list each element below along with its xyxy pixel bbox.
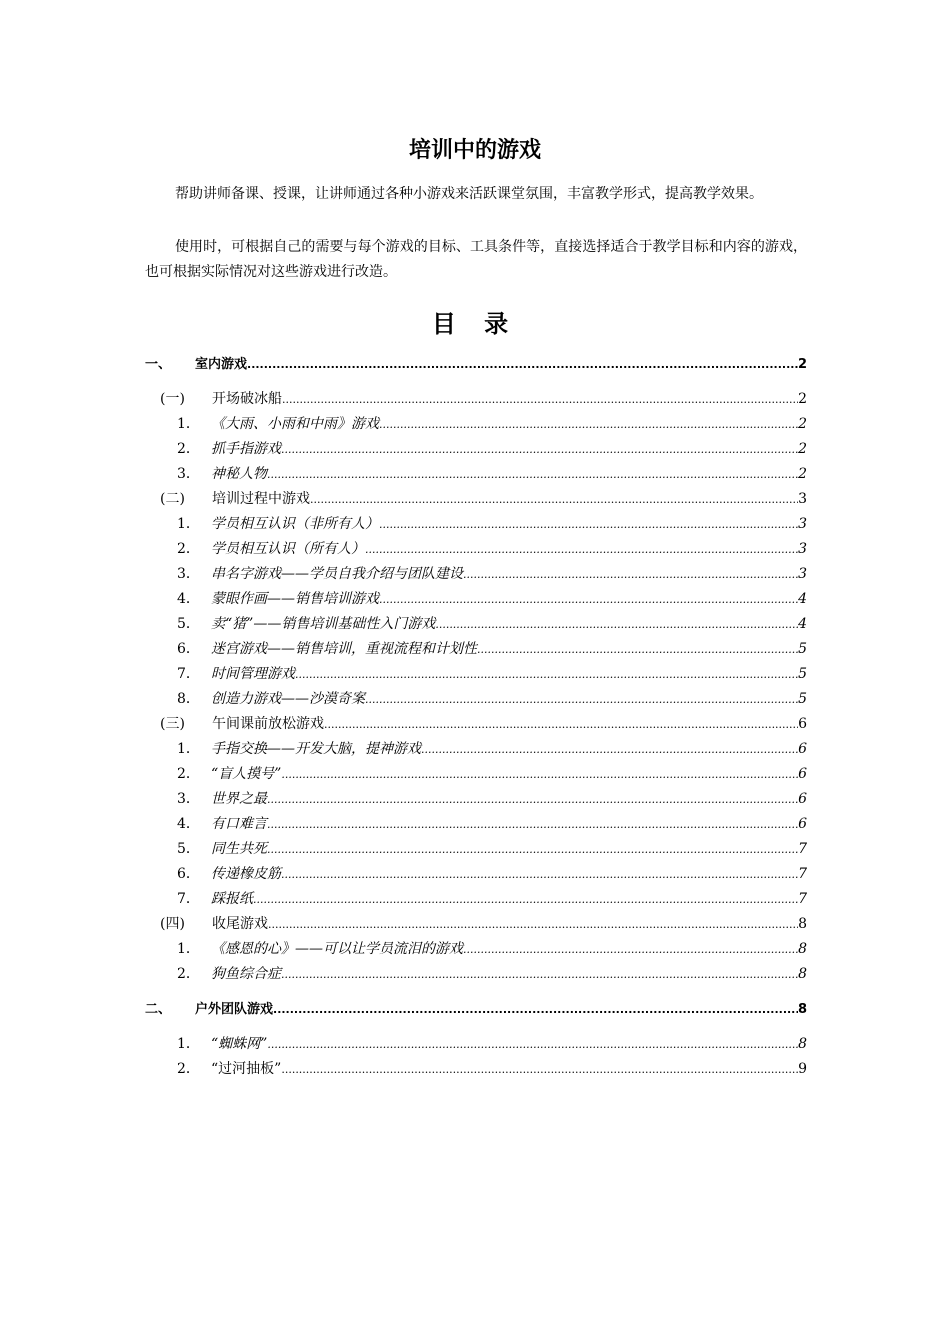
toc-entry-number: 3． [177, 566, 200, 582]
toc-entry[interactable] [145, 587, 807, 612]
toc-dot-leader [365, 687, 798, 712]
toc-dot-leader [267, 462, 798, 487]
toc-entry-number: 8． [177, 691, 200, 707]
toc-dot-leader [282, 387, 798, 412]
toc-entry-label[interactable]: 踩报纸 [211, 891, 253, 907]
toc-entry-page: 5 [798, 641, 807, 657]
toc-entry[interactable] [145, 887, 807, 912]
toc-entry-label[interactable]: 室内游戏 [195, 357, 248, 372]
toc-entry[interactable] [145, 762, 807, 787]
toc-entry[interactable] [145, 562, 807, 587]
toc-entry-page: 8 [798, 916, 807, 932]
toc-entry-page: 4 [798, 616, 807, 632]
toc-entry-page: 5 [798, 691, 807, 707]
toc-entry-label[interactable]: 时间管理游戏 [211, 666, 295, 682]
toc-entry-page: 7 [798, 891, 807, 907]
table-of-contents [145, 352, 807, 1082]
toc-dot-leader [253, 887, 798, 912]
toc-entry-label[interactable]: 开场破冰船 [212, 391, 282, 407]
toc-entry-label[interactable]: 午间课前放松游戏 [212, 716, 324, 732]
toc-entry-number: 2． [177, 766, 200, 782]
toc-entry-number: 1． [177, 1036, 200, 1052]
toc-entry-number: 二、 [145, 1002, 172, 1017]
toc-entry[interactable] [145, 937, 807, 962]
toc-entry-label[interactable]: 狗鱼综合症 [211, 966, 281, 982]
toc-entry-page: 6 [798, 816, 807, 832]
toc-entry-page: 9 [798, 1061, 807, 1077]
toc-entry-page: 8 [798, 941, 807, 957]
toc-entry-label[interactable]: 卖“猪”——销售培训基础性入门游戏 [211, 616, 436, 632]
toc-entry-number: 6． [177, 866, 200, 882]
toc-dot-leader [435, 612, 798, 637]
toc-entry-number: 6． [177, 641, 200, 657]
toc-entry[interactable] [145, 512, 807, 537]
toc-entry-page: 6 [798, 791, 807, 807]
toc-dot-leader [281, 1057, 798, 1082]
toc-dot-leader [365, 537, 798, 562]
toc-entry-page: 8 [797, 1002, 807, 1017]
toc-entry-label[interactable]: 同生共死 [211, 841, 267, 857]
toc-entry-label[interactable]: 有口难言 [211, 816, 267, 832]
toc-entry-number: 2． [177, 541, 200, 557]
toc-entry[interactable] [145, 412, 807, 437]
toc-entry-number: 5． [177, 616, 200, 632]
toc-entry-label[interactable]: 抓手指游戏 [211, 441, 281, 457]
toc-entry-number: (一) [160, 391, 185, 407]
intro-paragraph-2: 使用时，可根据自己的需要与每个游戏的目标、工具条件等，直接选择适合于教学目标和内容的游戏，也可根据实际情况对这些游戏进行改造。 [145, 239, 807, 280]
toc-entry[interactable] [145, 1032, 807, 1057]
toc-entry[interactable] [145, 837, 807, 862]
toc-entry[interactable] [145, 387, 807, 412]
toc-entry-label[interactable]: 蒙眼作画——销售培训游戏 [211, 591, 379, 607]
toc-entry-number: 4． [177, 816, 200, 832]
toc-entry-page: 2 [798, 391, 807, 407]
toc-entry-page: 5 [798, 666, 807, 682]
toc-entry-number: 2． [177, 441, 200, 457]
toc-entry[interactable] [145, 712, 807, 737]
toc-entry-label[interactable]: 《大雨、小雨和中雨》游戏 [211, 416, 379, 432]
toc-entry[interactable] [145, 912, 807, 937]
toc-dot-leader [281, 962, 798, 987]
toc-entry-page: 6 [798, 716, 807, 732]
toc-entry-label[interactable]: 手指交换——开发大脑，提神游戏 [211, 741, 421, 757]
toc-entry[interactable] [145, 637, 807, 662]
toc-entry-label[interactable]: 培训过程中游戏 [212, 491, 310, 507]
toc-entry-page: 2 [798, 441, 807, 457]
toc-dot-leader [267, 837, 798, 862]
toc-entry-label[interactable]: “盲人摸号” [211, 766, 282, 782]
toc-entry[interactable] [145, 997, 807, 1022]
toc-entry[interactable] [145, 737, 807, 762]
page-title: 培训中的游戏 [408, 138, 541, 163]
toc-entry-number: 2． [177, 1061, 200, 1077]
toc-entry-page: 2 [797, 357, 807, 372]
toc-entry-page: 3 [798, 566, 807, 582]
toc-entry-number: 一、 [145, 357, 172, 372]
toc-entry[interactable] [145, 537, 807, 562]
toc-entry-page: 8 [798, 966, 807, 982]
toc-dot-leader [281, 862, 798, 887]
toc-dot-leader [379, 412, 798, 437]
toc-entry-label[interactable]: 创造力游戏——沙漠奇案 [211, 691, 365, 707]
toc-dot-leader [477, 637, 798, 662]
toc-entry[interactable] [145, 962, 807, 987]
toc-entry-number: (二) [160, 491, 185, 507]
toc-entry-number: 1． [177, 516, 200, 532]
toc-entry-label[interactable]: 迷宫游戏——销售培训，重视流程和计划性 [211, 641, 477, 657]
toc-entry-number: 7． [177, 891, 200, 907]
toc-entry[interactable] [145, 812, 807, 837]
toc-entry-label[interactable]: 学员相互认识（非所有人） [211, 516, 379, 532]
toc-dot-leader [310, 487, 798, 512]
toc-entry[interactable] [145, 352, 807, 377]
toc-entry-page: 6 [798, 741, 807, 757]
toc-entry[interactable] [145, 687, 807, 712]
toc-dot-leader [273, 997, 798, 1022]
toc-entry-page: 6 [798, 766, 807, 782]
toc-entry[interactable] [145, 1057, 807, 1082]
toc-entry-page: 7 [798, 866, 807, 882]
toc-entry-page: 4 [798, 591, 807, 607]
toc-entry-label[interactable]: “蜘蛛网” [211, 1036, 268, 1052]
toc-entry[interactable] [145, 437, 807, 462]
toc-entry[interactable] [145, 487, 807, 512]
toc-entry-number: 5． [177, 841, 200, 857]
toc-dot-leader [324, 712, 798, 737]
toc-entry-number: 1． [177, 941, 200, 957]
toc-entry-number: 1． [177, 416, 200, 432]
toc-entry-label[interactable]: 世界之最 [211, 791, 267, 807]
toc-entry-number: 3． [177, 466, 200, 482]
toc-entry[interactable] [145, 462, 807, 487]
toc-dot-leader [379, 587, 798, 612]
toc-dot-leader [463, 562, 798, 587]
toc-entry-number: 2． [177, 966, 200, 982]
toc-entry-label[interactable]: 神秘人物 [211, 466, 267, 482]
toc-entry-label[interactable]: 收尾游戏 [212, 916, 268, 932]
intro-paragraph-1: 帮助讲师备课、授课，让讲师通过各种小游戏来活跃课堂氛围，丰富教学形式，提高教学效果。 [175, 186, 763, 202]
toc-dot-leader [268, 912, 798, 937]
toc-dot-leader [267, 787, 798, 812]
toc-entry-label[interactable]: 户外团队游戏 [195, 1002, 274, 1017]
toc-dot-leader [463, 937, 798, 962]
toc-entry-number: 4． [177, 591, 200, 607]
toc-entry[interactable] [145, 787, 807, 812]
toc-dot-leader [267, 1032, 798, 1057]
toc-entry[interactable] [145, 612, 807, 637]
toc-entry-label[interactable]: 《感恩的心》——可以让学员流泪的游戏 [211, 941, 463, 957]
toc-entry-number: 7． [177, 666, 200, 682]
toc-entry-number: (四) [160, 916, 185, 932]
toc-entry-label[interactable]: 串名字游戏——学员自我介绍与团队建设 [211, 566, 463, 582]
toc-entry-page: 7 [798, 841, 807, 857]
toc-entry[interactable] [145, 662, 807, 687]
toc-dot-leader [295, 662, 798, 687]
toc-entry-label[interactable]: 学员相互认识（所有人） [211, 541, 365, 557]
toc-dot-leader [281, 762, 798, 787]
toc-title: 目 录 [431, 310, 519, 338]
toc-entry-page: 3 [798, 516, 807, 532]
toc-entry-page: 2 [798, 416, 807, 432]
toc-dot-leader [379, 512, 798, 537]
toc-entry-label[interactable]: “过河抽板” [211, 1061, 282, 1077]
toc-entry[interactable] [145, 862, 807, 887]
toc-dot-leader [281, 437, 798, 462]
toc-dot-leader [421, 737, 798, 762]
toc-dot-leader [267, 812, 798, 837]
toc-entry-number: 3． [177, 791, 200, 807]
toc-entry-label[interactable]: 传递橡皮筋 [211, 866, 281, 882]
toc-dot-leader [247, 352, 798, 377]
toc-entry-page: 3 [798, 491, 807, 507]
toc-entry-page: 3 [798, 541, 807, 557]
toc-entry-page: 2 [798, 466, 807, 482]
toc-entry-number: 1． [177, 741, 200, 757]
toc-entry-number: (三) [160, 716, 185, 732]
toc-entry-page: 8 [798, 1036, 807, 1052]
